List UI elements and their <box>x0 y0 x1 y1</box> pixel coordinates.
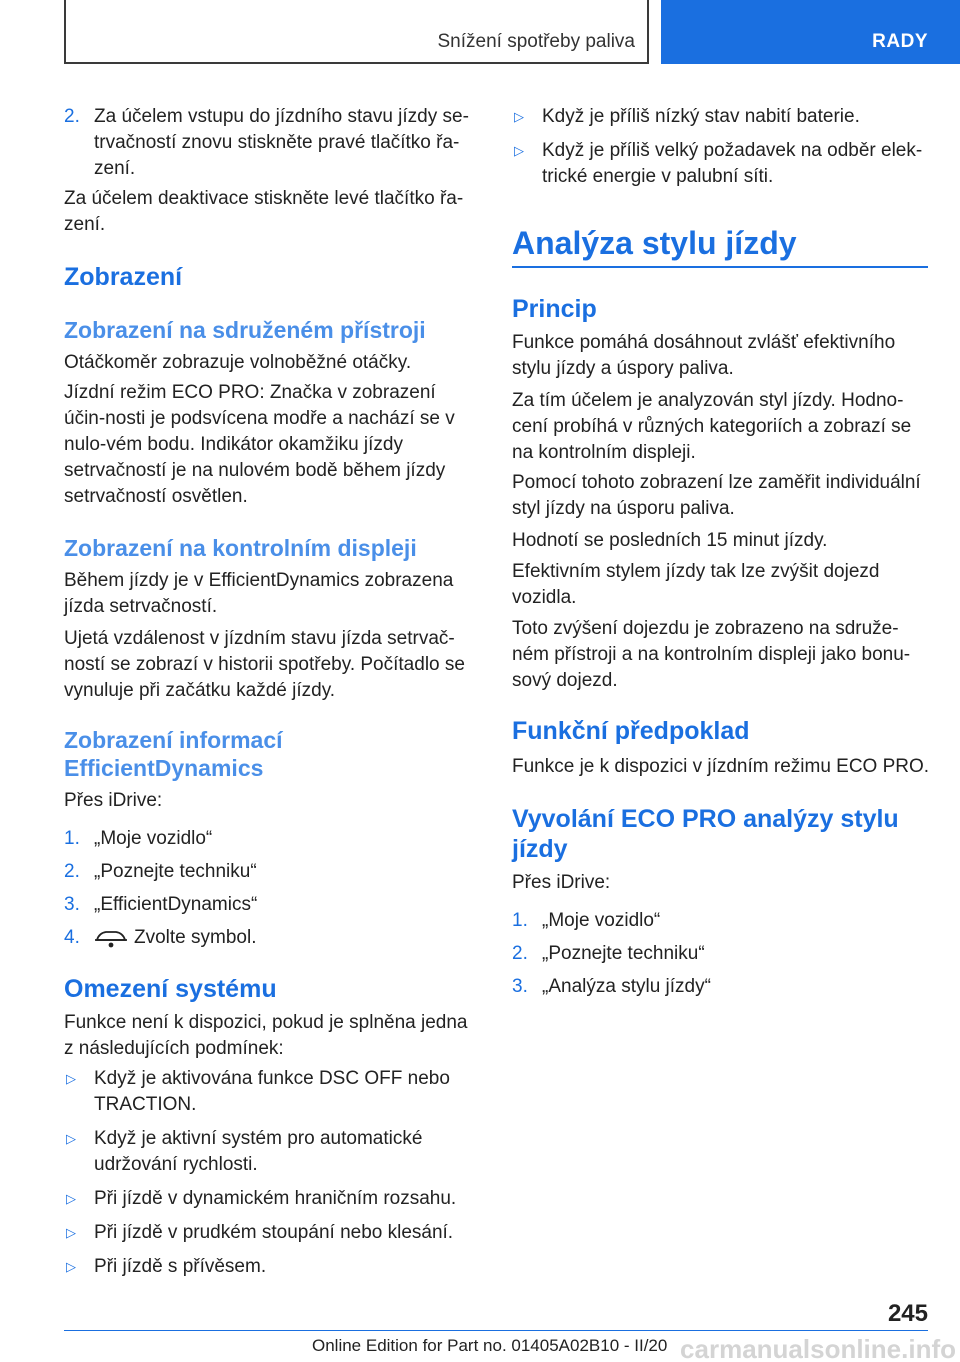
step-item <box>64 104 482 182</box>
step-text: Za účelem vstupu do jízdního stavu jízdy se-trvačností znovu stiskněte pravé tlačítko řa-zení. <box>94 106 469 179</box>
step-text: „Moje vozidlo“ <box>94 828 213 849</box>
step-number: 2. <box>64 106 80 127</box>
step-item <box>512 974 928 1000</box>
paragraph: Přes iDrive: <box>64 790 163 811</box>
step-item <box>64 826 482 852</box>
footer-edition: Online Edition for Part no. 01405A02B10 - II/20 <box>312 1336 668 1355</box>
section-heading: Zobrazení <box>64 263 183 291</box>
paragraph: Efektivním stylem jízdy tak lze zvýšit dojezd vozidla. <box>512 561 880 608</box>
section-heading: Vyvolání ECO PRO analýzy stylu jízdy <box>512 805 899 863</box>
step-number: 4. <box>64 927 80 948</box>
bullet-list <box>64 1066 482 1288</box>
bullet-list <box>512 104 928 198</box>
step-list <box>64 826 482 958</box>
header-title: Snížení spotřeby paliva <box>437 31 635 52</box>
paragraph: Za účelem deaktivace stiskněte levé tlačítko řa-zení. <box>64 188 464 235</box>
paragraph: Funkce není k dispozici, pokud je splněna jedna z následujících podmínek: <box>64 1012 468 1059</box>
step-text: „Moje vozidlo“ <box>542 910 661 931</box>
step-text: „EfficientDynamics“ <box>94 894 258 915</box>
paragraph: Pomocí tohoto zobrazení lze zaměřit individuální styl jízdy na úsporu paliva. <box>512 472 921 519</box>
paragraph: Přes iDrive: <box>512 872 611 893</box>
step-number: 3. <box>512 976 528 997</box>
triangle-right-outline-icon: ▷ <box>514 109 524 124</box>
paragraph: Funkce pomáhá dosáhnout zvlášť efektivního stylu jízdy a úspory paliva. <box>512 332 896 379</box>
list-item: ▷ Při jízdě v prudkém stoupání nebo klesání. <box>64 1220 482 1246</box>
section-tab[interactable] <box>661 0 960 64</box>
paragraph: Jízdní režim ECO PRO: Značka v zobrazení účin-nosti je podsvícena modře a nachází se v nulo-vém bodu. Indikátor okamžiku jízdy setrvačností je na nulovém bodě během jízdy setrvačností osvětlen. <box>64 382 455 507</box>
subsection-heading: Zobrazení na kontrolním displeji <box>64 535 417 561</box>
step-item <box>512 908 928 934</box>
triangle-right-outline-icon: ▷ <box>66 1071 76 1086</box>
step-number: 1. <box>512 910 528 931</box>
step-item <box>64 925 482 951</box>
paragraph: Toto zvýšení dojezdu je zobrazeno na sdruže-ném přístroji a na kontrolním displeji jako bonu-sový dojezd. <box>512 618 911 691</box>
triangle-right-outline-icon: ▷ <box>514 143 524 158</box>
step-text: „Analýza stylu jízdy“ <box>542 976 711 997</box>
list-item: ▷ Když je aktivní systém pro automatické udržování rychlosti. <box>64 1126 482 1178</box>
paragraph: Otáčkoměr zobrazuje volnoběžné otáčky. <box>64 352 412 373</box>
triangle-right-outline-icon: ▷ <box>66 1191 76 1206</box>
triangle-right-outline-icon: ▷ <box>66 1225 76 1240</box>
list-item: ▷ Když je aktivována funkce DSC OFF nebo TRACTION. <box>64 1066 482 1118</box>
section-heading: Princip <box>512 295 597 323</box>
watermark: carmanualsonline.info <box>680 1334 956 1362</box>
step-text: „Poznejte techniku“ <box>94 861 257 882</box>
step-text: Zvolte symbol. <box>134 927 257 948</box>
paragraph: Během jízdy je v EfficientDynamics zobrazena jízda setrvačností. <box>64 570 454 617</box>
chapter-rule <box>512 266 928 268</box>
section-tab-label: RADY <box>872 31 928 52</box>
subsection-heading: Zobrazení na sdruženém přístroji <box>64 317 426 343</box>
step-number: 3. <box>64 894 80 915</box>
step-number: 2. <box>512 943 528 964</box>
paragraph: Za tím účelem je analyzován styl jízdy. Hodno-cení probíhá v různých kategoriích a zobrazí se na kontrolním displeji. <box>512 390 912 463</box>
list-item: ▷ Při jízdě v dynamickém hraničním rozsahu. <box>64 1186 482 1212</box>
step-number: 1. <box>64 828 80 849</box>
step-number: 2. <box>64 861 80 882</box>
section-heading: Omezení systému <box>64 975 277 1003</box>
step-item <box>64 892 482 918</box>
paragraph: Funkce je k dispozici v jízdním režimu ECO PRO. <box>512 756 930 777</box>
step-text: „Poznejte techniku“ <box>542 943 705 964</box>
triangle-right-outline-icon: ▷ <box>66 1131 76 1146</box>
step-item <box>64 859 482 885</box>
header-box <box>64 0 649 64</box>
subsection-heading: Zobrazení informací EfficientDynamics <box>64 727 283 781</box>
list-item: ▷ Když je příliš nízký stav nabití baterie. <box>512 104 928 130</box>
chapter-heading: Analýza stylu jízdy <box>512 225 797 261</box>
paragraph: Ujetá vzdálenost v jízdním stavu jízda setrvač-ností se zobrazí v historii spotřeby. Počítadlo se vynuluje při začátku každé jízdy. <box>64 628 465 701</box>
section-heading: Funkční předpoklad <box>512 717 750 745</box>
list-item: ▷ Když je příliš velký požadavek na odběr elek-trické energie v palubní síti. <box>512 138 928 190</box>
triangle-right-outline-icon: ▷ <box>66 1259 76 1274</box>
list-item: ▷ Při jízdě s přívěsem. <box>64 1254 482 1280</box>
page-number: 245 <box>887 1300 928 1327</box>
car-coasting-icon <box>94 928 128 948</box>
step-list <box>512 908 928 1007</box>
step-item <box>512 941 928 967</box>
paragraph: Hodnotí se posledních 15 minut jízdy. <box>512 530 828 551</box>
footer-rule <box>64 1330 928 1331</box>
